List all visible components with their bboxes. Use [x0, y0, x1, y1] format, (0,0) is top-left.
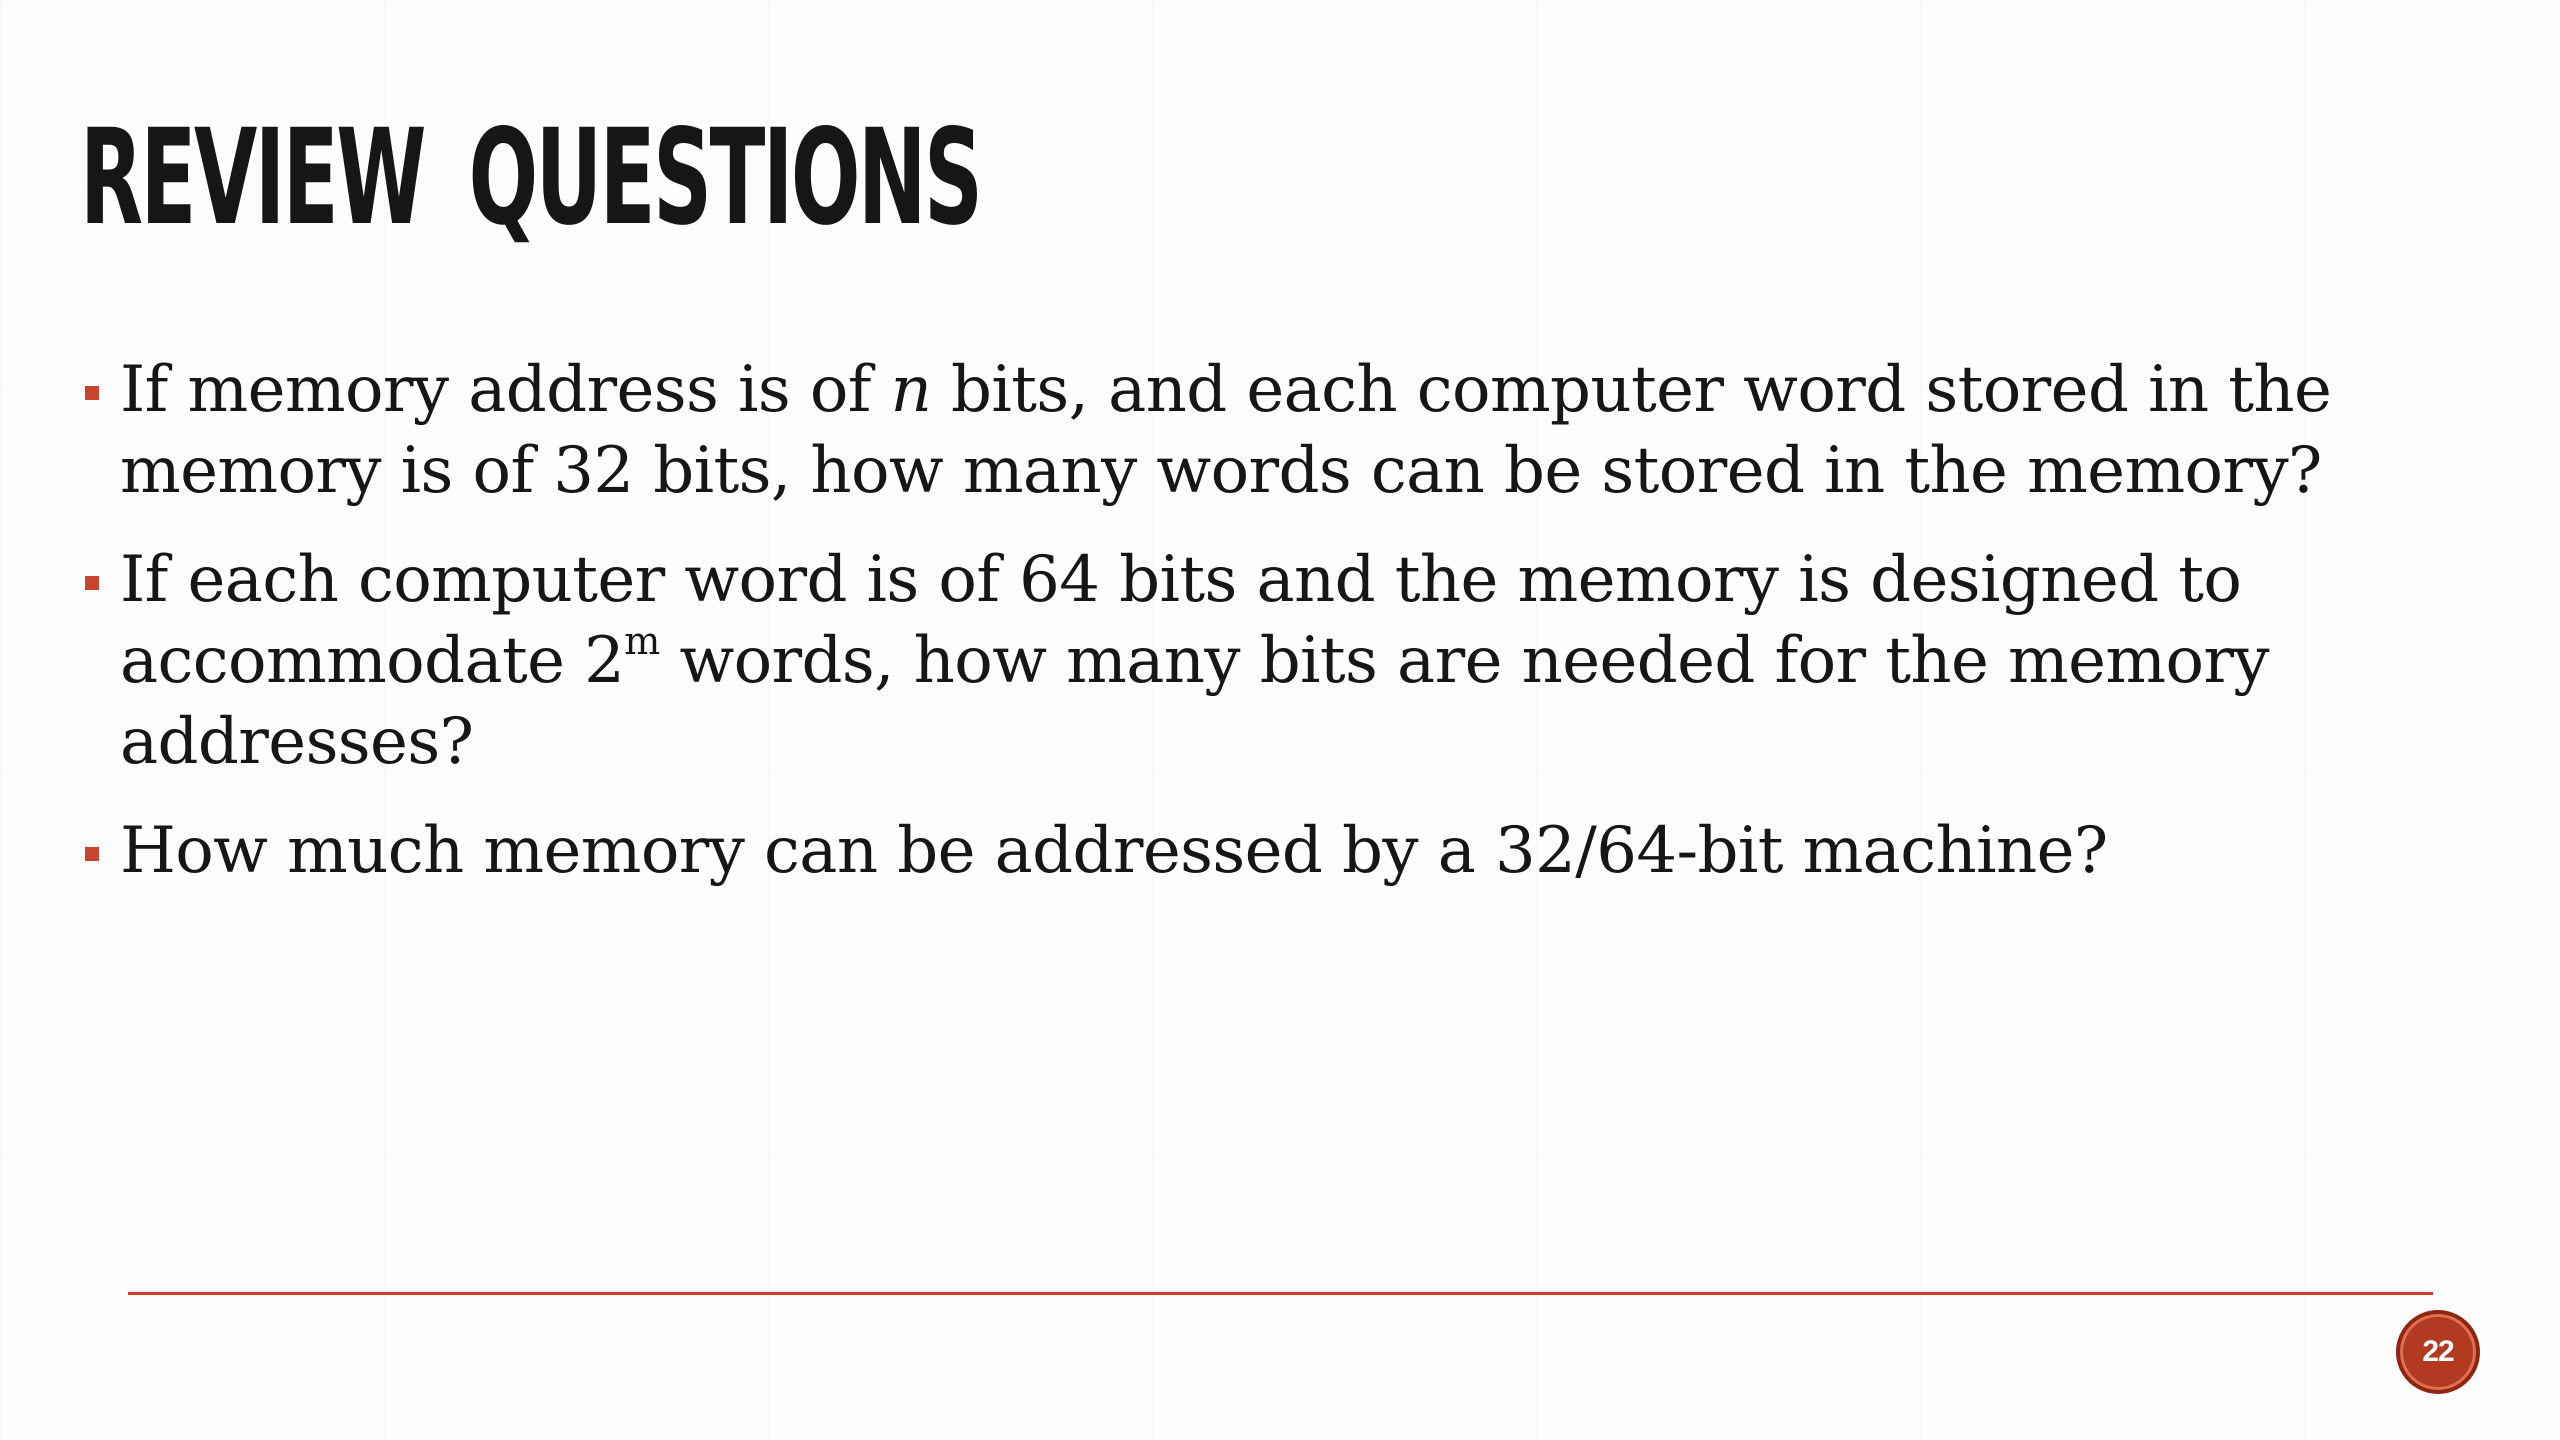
bullet-superscript: m — [624, 619, 660, 663]
slide-title: REVIEW QUESTIONS — [80, 101, 981, 255]
square-bullet-icon — [85, 576, 99, 590]
page-number: 22 — [2422, 1335, 2454, 1368]
bullet-text-end: bits, and each computer word stored in the memory is of 32 bits, how many words can be stored in the memory? — [120, 353, 2332, 508]
bullet-item — [80, 350, 2500, 512]
bullet-text-end: words, how many bits are needed for the memory addresses? — [120, 624, 2269, 779]
square-bullet-icon — [85, 847, 99, 861]
bullet-text-start: If memory address is of — [120, 353, 891, 427]
footer-divider — [128, 1292, 2433, 1295]
bullet-text: How much memory can be addressed by a 32/64-bit machine? — [120, 814, 2108, 888]
bullet-italic-variable: n — [890, 353, 932, 427]
bullet-item — [80, 540, 2500, 783]
square-bullet-icon — [85, 386, 99, 400]
bullet-text-start: If each computer word is of 64 bits and the memory is designed to accommodate 2 — [120, 543, 2242, 698]
page-number-badge — [2396, 1310, 2480, 1394]
bullet-list — [80, 350, 2500, 920]
bullet-item — [80, 811, 2500, 892]
